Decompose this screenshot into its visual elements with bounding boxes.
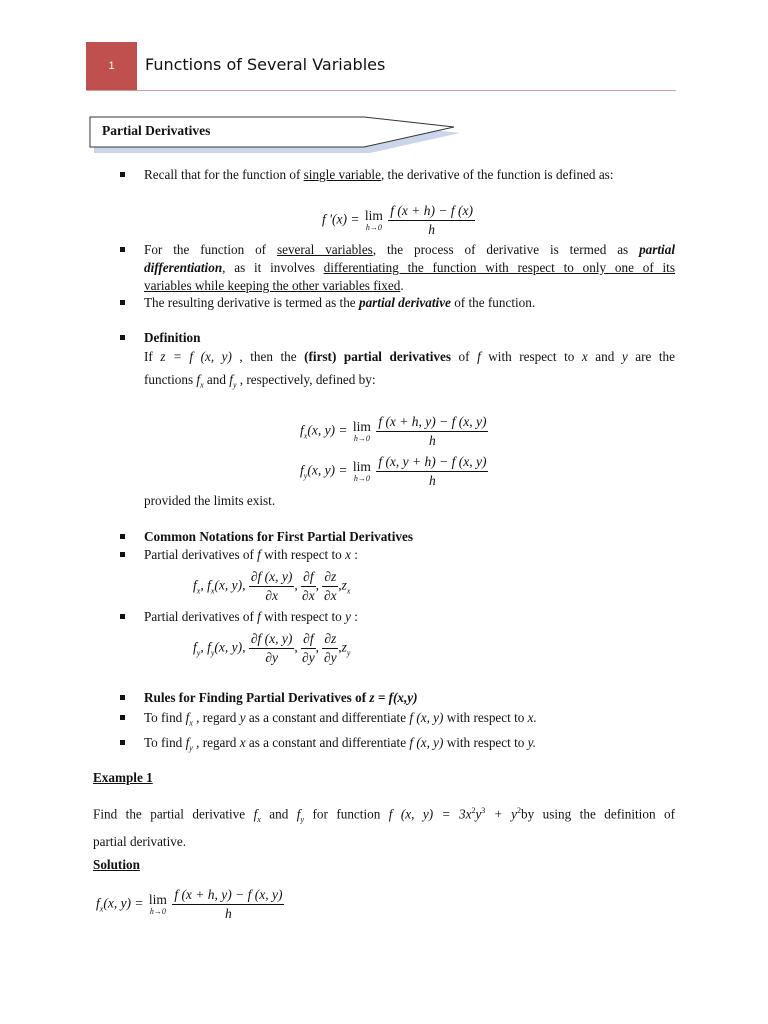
page-number-badge: 1 (86, 42, 137, 90)
bullet-marker (120, 247, 125, 252)
rule-find-fx: To find $f_x$ , regard y as a constant and differentiate f (x, y) with respect to x. (144, 710, 537, 728)
example-statement: Find the partial derivative $f_x$ and $f_y$ for function f (x, $y) = 3x^2y^3 + y^2by$ using the definition of partial derivative. (93, 806, 675, 850)
definition-heading: Definition (144, 330, 201, 345)
bullet-marker (120, 715, 125, 720)
header-divider (86, 90, 676, 91)
example-heading: Example 1 (93, 770, 153, 785)
notation-wrt-y-label: Partial derivatives of f with respect to y : (144, 609, 358, 624)
section-banner-title: Partial Derivatives (102, 123, 211, 138)
bullet-resulting-derivative: The resulting derivative is termed as the partial derivative of the function. (144, 295, 536, 310)
bullet-marker (120, 614, 125, 619)
definition-line-1: If z = f (x, y) , then the (first) partial derivatives of f with respect to x and y are the (144, 349, 675, 364)
chapter-title: Functions of Several Variables (145, 55, 386, 74)
solution-heading: Solution (93, 857, 140, 872)
bullet-marker (120, 740, 125, 745)
notation-wrt-x-formula: $f_x$, $f_x(x$, y), $\frac{\partial f (x, y)}{\partial x}$ , $\frac{\partial f}{\partial x}$ , $\frac{\partial z}{\partial x}$ $,z_x$ (193, 569, 351, 603)
limits-exist-note: provided the limits exist. (144, 493, 276, 508)
bullet-marker (120, 300, 125, 305)
partial-fx-definition: $f_x(x$, y) = lim h→0 $\frac{f (x + h, y) - f (x, y)}{h}$ (300, 414, 487, 448)
bullet-marker (120, 335, 125, 340)
notation-wrt-x-label: Partial derivatives of f with respect to x : (144, 547, 358, 562)
bullet-several-variables: For the function of several variables, the process of derivative is termed as partial differentiation, as it involves differentiating the function with respect to only one of its variables while keeping the other variables fixed. (144, 242, 675, 293)
rule-find-fy: To find $f_y$ , regard x as a constant and differentiate f (x, y) with respect to y. (144, 735, 537, 753)
derivative-definition-formula: f '(x) = lim h→0 $\frac{f (x + h) - f (x)}{h}$ (322, 203, 473, 237)
bullet-recall: Recall that for the function of single variable, the derivative of the function is defined as: (144, 167, 614, 182)
bullet-marker (120, 552, 125, 557)
partial-fy-definition: $f_y(x$, y) = lim h→0 $\frac{f (x, y + h) - f (x, y)}{h}$ (300, 454, 487, 488)
bullet-marker (120, 172, 125, 177)
notations-heading: Common Notations for First Partial Derivatives (144, 529, 413, 544)
bullet-marker (120, 695, 125, 700)
notation-wrt-y-formula: $f_y$, $f_y(x$, y), $\frac{\partial f (x, y)}{\partial y}$ , $\frac{\partial f}{\partial y}$ , $\frac{\partial z}{\partial y}$ $,z_y$ (193, 631, 351, 665)
rules-heading: Rules for Finding Partial Derivatives of z = f(x,y) (144, 690, 418, 705)
solution-fx-formula: $f_x(x$, y) = lim h→0 $\frac{f (x + h, y) - f (x, y)}{h}$ (96, 887, 283, 921)
bullet-marker (120, 534, 125, 539)
definition-line-2: functions $f_x$ and $f_y$ , respectively, defined by: (144, 372, 376, 390)
